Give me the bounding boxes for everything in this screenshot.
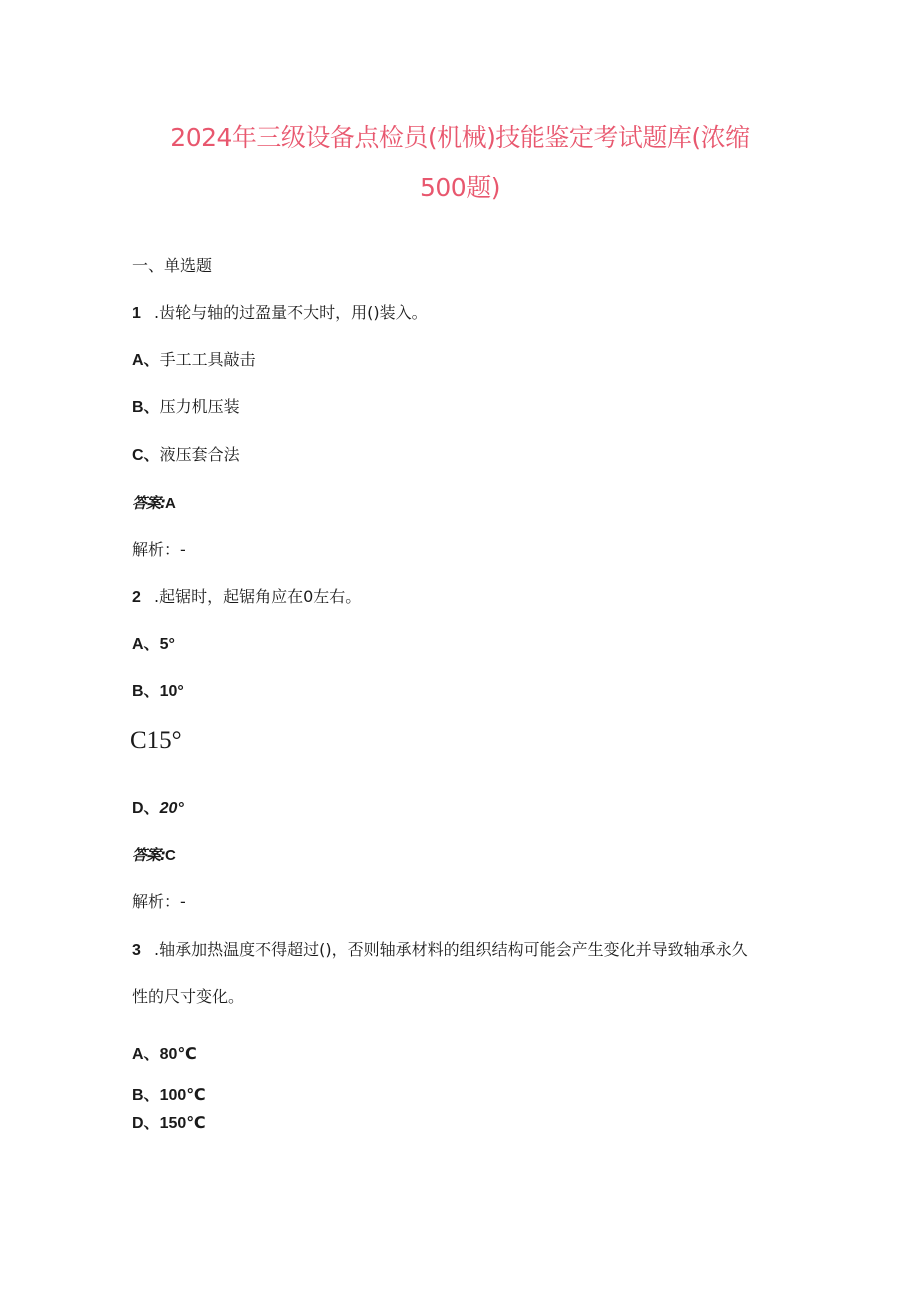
option-label: B、 — [132, 1087, 160, 1104]
option-label: A、 — [132, 352, 160, 369]
question-number: 3 — [132, 942, 141, 959]
option-text: 压力机压装 — [159, 397, 240, 416]
question-2-option-b — [132, 680, 184, 703]
question-1-option-a — [132, 349, 256, 372]
question-3 — [132, 939, 748, 962]
question-2 — [132, 586, 361, 609]
question-text: .起锯时，起锯角应在0左右。 — [154, 587, 362, 606]
answer-value: C — [165, 847, 176, 864]
section-heading: 一、单选题 — [132, 256, 213, 275]
option-text: 20° — [159, 800, 184, 817]
option-text: 100℃ — [159, 1087, 206, 1104]
option-text: 5° — [159, 636, 175, 653]
option-label: C、 — [132, 447, 160, 464]
option-label: A、 — [132, 636, 160, 653]
question-1-option-b — [132, 396, 240, 419]
answer-label: 答案: — [132, 494, 165, 512]
question-3-option-d — [132, 1112, 206, 1135]
option-text: 手工工具敲击 — [159, 350, 256, 369]
option-text: C15° — [130, 727, 182, 754]
question-text: .轴承加热温度不得超过()，否则轴承材料的组织结构可能会产生变化并导致轴承永久 — [154, 940, 748, 959]
question-2-option-d — [132, 797, 184, 820]
question-1-analysis: 解析：- — [132, 540, 186, 559]
option-label: B、 — [132, 683, 160, 700]
question-text: .齿轮与轴的过盈量不大时，用()装入。 — [154, 303, 428, 322]
question-number: 1 — [132, 305, 141, 322]
question-2-option-a — [132, 633, 175, 656]
option-text: 150℃ — [159, 1115, 206, 1132]
document-title-line-1: 2024年三级设备点检员(机械)技能鉴定考试题库(浓缩 — [170, 123, 750, 152]
question-3-option-a — [132, 1043, 197, 1066]
question-2-option-c — [130, 726, 182, 756]
question-3-option-b — [132, 1084, 206, 1107]
answer-value: A — [165, 495, 176, 512]
option-text: 液压套合法 — [159, 445, 240, 464]
option-text: 10° — [159, 683, 184, 700]
question-1 — [132, 302, 428, 325]
option-label: A、 — [132, 1046, 160, 1063]
document-title-line-2: 500题) — [420, 173, 500, 202]
question-number: 2 — [132, 589, 141, 606]
answer-label: 答案: — [132, 846, 165, 864]
option-label: B、 — [132, 399, 160, 416]
question-3-continuation: 性的尺寸变化。 — [132, 987, 245, 1006]
question-2-analysis: 解析：- — [132, 892, 186, 911]
option-label: D、 — [132, 1115, 160, 1132]
question-1-option-c — [132, 444, 240, 467]
question-1-answer — [132, 492, 176, 515]
question-2-answer — [132, 844, 176, 867]
option-label: D、 — [132, 800, 160, 817]
option-text: 80℃ — [159, 1046, 197, 1063]
